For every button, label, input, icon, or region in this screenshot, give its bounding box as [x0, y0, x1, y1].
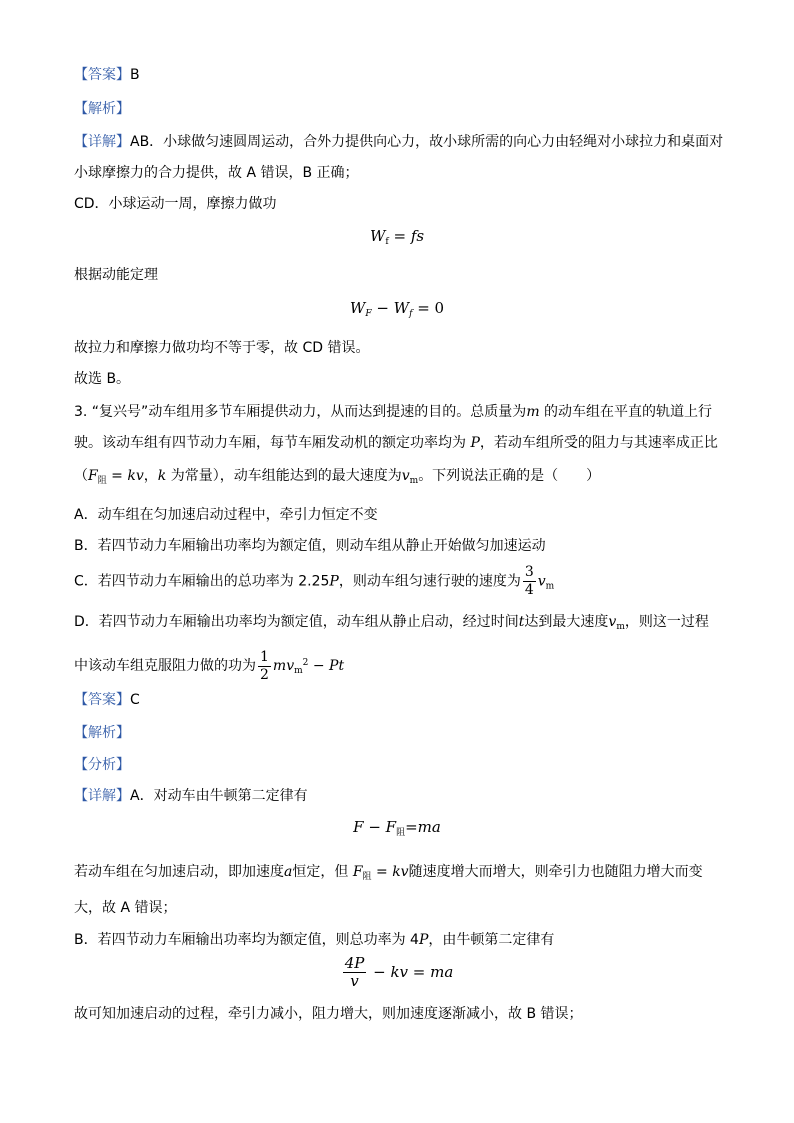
p6-text-a: 若动车组在匀加速启动，即加速度 — [74, 864, 284, 880]
q3-kv: kv — [127, 468, 144, 484]
detail-tag-2: 【详解】 — [74, 788, 130, 804]
eq3-b-sub: 阻 — [396, 828, 406, 838]
option-d-line-2 — [74, 646, 344, 688]
p6-f-sub: 阻 — [362, 872, 372, 882]
equation-2 — [0, 299, 794, 319]
answer-line-2 — [74, 690, 140, 710]
q3-force-sub: 阻 — [97, 476, 107, 486]
option-a: A．动车组在匀加速启动过程中，牵引力恒定不变 — [74, 507, 378, 523]
eq4-num: 4P — [344, 954, 365, 972]
p6-kv: kv — [392, 864, 409, 880]
eq1-sub: f — [385, 237, 389, 247]
optd-square: 2 — [302, 658, 309, 668]
answer-tag: 【答案】 — [74, 67, 130, 83]
optc-v-symbol: v — [537, 573, 546, 590]
optd-text-a: D．若四节动力车厢输出功率均为额定值，动车组从静止启动，经过时间 — [74, 614, 519, 630]
optd-fraction — [258, 649, 271, 684]
optc-v-sub: m — [545, 581, 555, 592]
optd-tail: − Pt — [308, 658, 345, 674]
optd-m-symbol: m — [272, 658, 287, 674]
detail-tag: 【详解】 — [74, 134, 130, 150]
eq4-den: v — [350, 972, 359, 990]
optc-frac-den: 4 — [524, 582, 534, 598]
eq2-b: W — [393, 299, 410, 317]
optd-v-sub: m — [616, 622, 625, 632]
optd-v2-symbol: v — [286, 658, 295, 674]
eq3-minus: − — [363, 818, 386, 836]
detail-line-1 — [74, 132, 723, 152]
paragraph-b-line-1 — [74, 930, 554, 950]
paragraph-choice: 故选 B。 — [74, 371, 131, 387]
optd-frac-num: 1 — [260, 648, 269, 665]
equation-4 — [0, 952, 794, 992]
paragraph-b-line-2: 故可知加速启动的过程，牵引力减小，阻力增大，则加速度逐渐减小，故 B 错误； — [74, 1006, 583, 1022]
eq3-b: F — [385, 818, 397, 836]
p7-text-b: ，由牛顿第二定律有 — [428, 932, 555, 948]
paragraph-theorem: 根据动能定理 — [74, 267, 158, 283]
question-3-line-3 — [74, 466, 600, 491]
eq2-a-sub: F — [365, 309, 372, 319]
eq1-rhs: fs — [410, 227, 425, 245]
analysis-sub-tag: 【分析】 — [74, 757, 130, 773]
optc-text-b: ，则动车组匀速行驶的速度为 — [338, 573, 521, 590]
q3-text-a: 3. “复兴号”动车组用多节车厢提供动力，从而达到提速的目的。总质量为 — [74, 404, 527, 420]
p6-equals: = — [371, 864, 393, 880]
option-c — [74, 564, 554, 604]
analysis-tag-2: 【解析】 — [74, 725, 130, 741]
q3-power-symbol: P — [470, 435, 480, 451]
equation-3 — [0, 818, 794, 838]
question-3-line-2 — [74, 433, 718, 453]
eq1-equals: = — [388, 227, 411, 245]
optd-v2-sub: m — [294, 666, 303, 676]
optc-fraction — [523, 564, 536, 599]
optd-v-symbol: v — [608, 614, 617, 630]
paragraph-a-line-2: 大，故 A 错误； — [74, 900, 177, 916]
eq1-lhs: W — [369, 227, 386, 245]
option-b: B．若四节动力车厢输出功率均为额定值，则动车组从静止开始做匀加速运动 — [74, 538, 546, 554]
optc-power-symbol: P — [329, 573, 339, 590]
q3-k-symbol: k — [157, 468, 167, 484]
eq3-a: F — [353, 818, 364, 836]
q3-force-symbol: F — [88, 468, 98, 484]
detail-line-a — [74, 786, 308, 806]
answer-line-1 — [74, 65, 140, 85]
eq3-rest: =ma — [405, 818, 441, 836]
q3-text-f: 。下列说法正确的是（ ） — [418, 468, 601, 484]
option-d-line-1 — [74, 612, 709, 637]
paragraph-a-line-1 — [74, 862, 703, 887]
detail-text-2: A．对动车由牛顿第二定律有 — [130, 788, 308, 804]
q3-equals: = — [106, 468, 128, 484]
optd-t-symbol: t — [518, 614, 525, 630]
q3-v-symbol: v — [401, 468, 410, 484]
answer-value: B — [130, 67, 140, 83]
detail-text: AB．小球做匀速圆周运动，合外力提供向心力，故小球所需的向心力由轻绳对小球拉力和桌面对 — [130, 134, 724, 150]
q3-text-b: 的动车组在平直的轨道上行 — [539, 404, 713, 420]
answer-value-2: C — [130, 692, 140, 708]
eq2-b-sub: f — [409, 309, 413, 319]
optd-text-c: ，则这一过程 — [624, 614, 709, 630]
q3-text-d: ，若动车组所受的阻力与其速率成正比 — [479, 435, 718, 451]
eq2-a: W — [349, 299, 366, 317]
q3-comma: ， — [143, 468, 158, 484]
eq4-fraction — [343, 955, 367, 990]
question-3-line-1 — [74, 402, 712, 422]
p7-power-symbol: P — [418, 932, 429, 948]
optd-frac-den: 2 — [260, 666, 269, 683]
optc-frac-num: 3 — [524, 564, 534, 580]
eq2-minus: − — [371, 299, 394, 317]
optd-text-d: 中该动车组克服阻力做的功为 — [74, 658, 256, 674]
paragraph-conclusion: 故拉力和摩擦力做功均不等于零，故 CD 错误。 — [74, 340, 370, 356]
eq4-rest: − kv = ma — [368, 963, 454, 981]
equation-1 — [0, 227, 794, 247]
q3-mass-symbol: m — [526, 404, 540, 420]
p6-f-symbol: F — [352, 864, 363, 880]
p6-a-symbol: a — [284, 864, 293, 880]
q3-text-e: 为常量），动车组能达到的最大速度为 — [166, 468, 402, 484]
detail-line-3: CD．小球运动一周，摩擦力做功 — [74, 196, 277, 212]
q3-text-c: 驶。该动车组有四节动力车厢，每节车厢发动机的额定功率均为 — [74, 435, 471, 451]
answer-tag-2: 【答案】 — [74, 692, 130, 708]
eq2-rest: = 0 — [412, 299, 445, 317]
optc-text-a: C．若四节动力车厢输出的总功率为 2.25 — [74, 573, 330, 590]
analysis-tag: 【解析】 — [74, 101, 130, 117]
optd-text-b: 达到最大速度 — [524, 614, 609, 630]
detail-line-2: 小球摩擦力的合力提供，故 A 错误，B 正确； — [74, 165, 359, 181]
p7-text-a: B．若四节动力车厢输出功率均为额定值，则总功率为 4 — [74, 932, 419, 948]
q3-paren-open: （ — [74, 468, 88, 484]
p6-text-c: 随速度增大而增大，则牵引力也随阻力增大而变 — [408, 864, 703, 880]
q3-v-sub: m — [409, 476, 419, 486]
p6-text-b: 恒定，但 — [292, 864, 353, 880]
